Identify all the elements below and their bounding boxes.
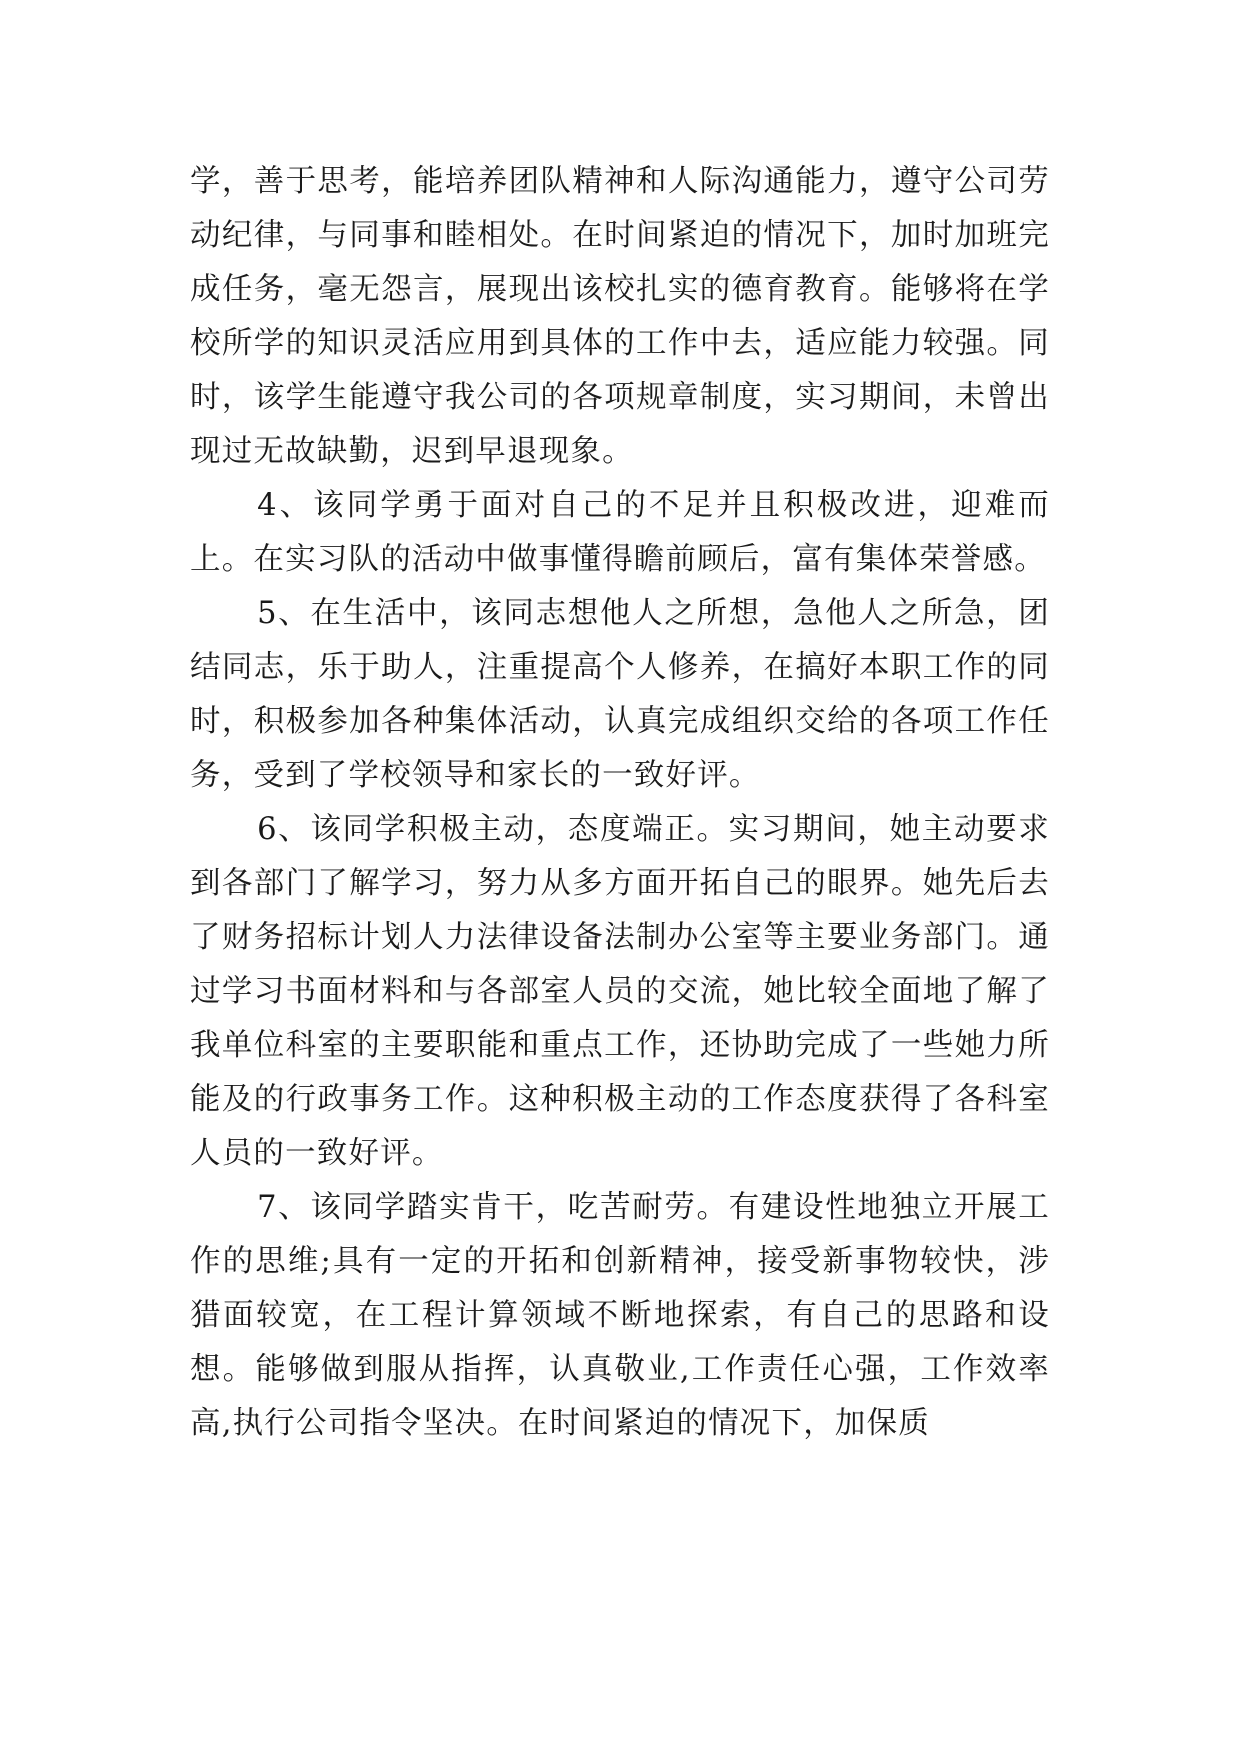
paragraph-item-4: 4、该同学勇于面对自己的不足并且积极改进，迎难而上。在实习队的活动中做事懂得瞻前顾后，富有集体荣誉感。: [190, 488, 1050, 577]
paragraph-item-6: 6、该同学积极主动，态度端正。实习期间，她主动要求到各部门了解学习，努力从多方面开拓自己的眼界。她先后去了财务招标计划人力法律设备法制办公室等主要业务部门。通过学习书面材料和与各部室人员的交流，她比较全面地了解了我单位科室的主要职能和重点工作，还协助完成了一些她力所能及的行政事务工作。这种积极主动的工作态度获得了各科室人员的一致好评。: [190, 812, 1050, 1171]
document-body: [190, 155, 1050, 1451]
paragraph-continuation: 学，善于思考，能培养团队精神和人际沟通能力，遵守公司劳动纪律，与同事和睦相处。在时间紧迫的情况下，加时加班完成任务，毫无怨言，展现出该校扎实的德育教育。能够将在学校所学的知识灵活应用到具体的工作中去，适应能力较强。同时，该学生能遵守我公司的各项规章制度，实习期间，未曾出现过无故缺勤，迟到早退现象。: [190, 164, 1050, 469]
paragraph-item-5: 5、在生活中，该同志想他人之所想，急他人之所急，团结同志，乐于助人，注重提高个人修养，在搞好本职工作的同时，积极参加各种集体活动，认真完成组织交给的各项工作任务，受到了学校领导和家长的一致好评。: [190, 596, 1050, 793]
paragraph-item-7: 7、该同学踏实肯干，吃苦耐劳。有建设性地独立开展工作的思维;具有一定的开拓和创新精神，接受新事物较快，涉猎面较宽，在工程计算领域不断地探索，有自己的思路和设想。能够做到服从指挥，认真敬业,工作责任心强，工作效率高,执行公司指令坚决。在时间紧迫的情况下，加保质: [190, 1190, 1050, 1441]
